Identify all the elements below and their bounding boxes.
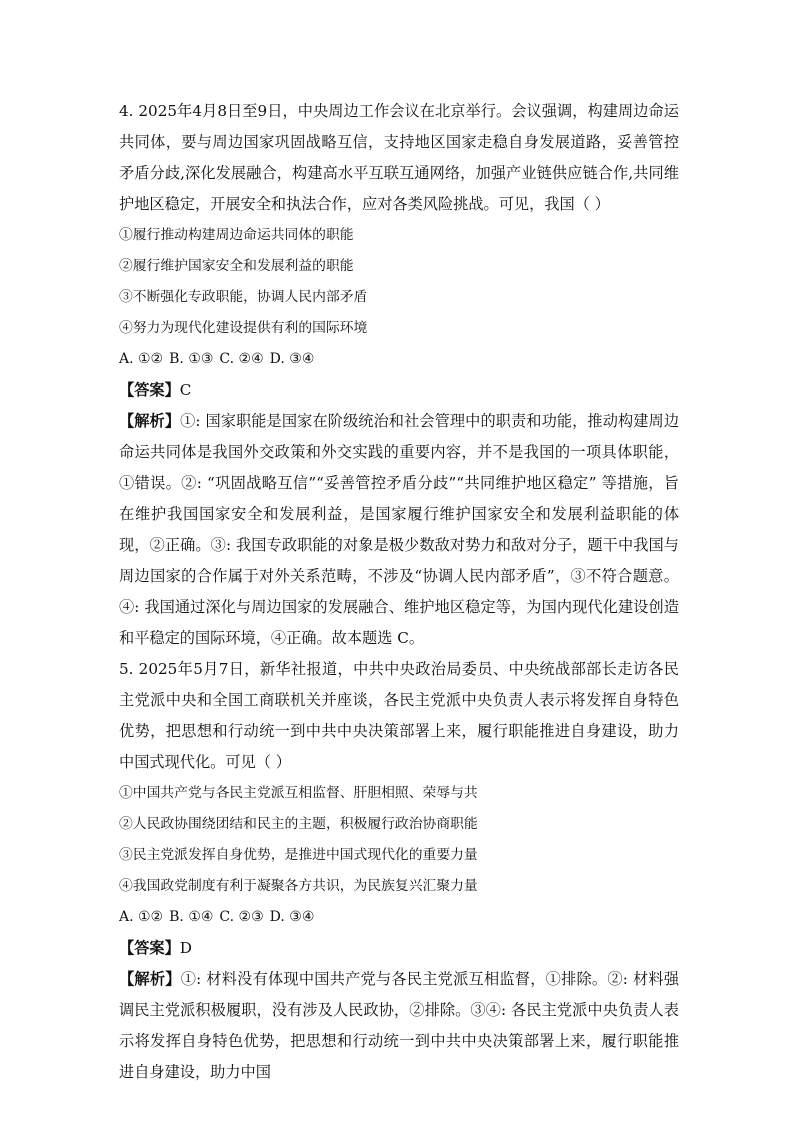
- question-4-option-4: ④努力为现代化建设提供有利的国际环境: [119, 320, 368, 336]
- question-5-answer: [119, 933, 679, 964]
- question-5-option-4: ④我国政党制度有利于凝聚各方共识，为民族复兴汇聚力量: [119, 878, 478, 894]
- answer-value: D: [179, 939, 192, 957]
- analysis-tag: 【解析】: [119, 412, 181, 430]
- choice-a: A. ①②: [119, 351, 164, 367]
- question-5-option-2: ②人民政协围绕团结和民主的主题，积极履行政治协商职能: [119, 816, 478, 832]
- question-4-answer: [119, 375, 679, 406]
- choice-a: A. ①②: [119, 909, 164, 925]
- question-4-option-1: ①履行推动构建周边命运共同体的职能: [119, 227, 354, 243]
- analysis-tag: 【解析】: [119, 970, 181, 988]
- choice-d: D. ③④: [269, 909, 315, 925]
- choice-c: C. ②③: [219, 909, 264, 925]
- question-5-option-1: ①中国共产党与各民主党派互相监督、肝胆相照、荣辱与共: [119, 785, 478, 801]
- answer-tag: 【答案】: [119, 939, 180, 957]
- question-5-analysis: [119, 964, 679, 1088]
- question-5-option-3: ③民主党派发挥自身优势，是推进中国式现代化的重要力量: [119, 847, 478, 863]
- choice-d: D. ③④: [269, 351, 315, 367]
- choice-c: C. ②④: [219, 351, 264, 367]
- question-5-choices: [119, 902, 679, 933]
- answer-value: C: [179, 381, 192, 399]
- question-5-stem: 5. 2025年5月7日，新华社报道，中共中央政治局委员、中央统战部部长走访各民主党派中央和全国工商联机关并座谈，各民主党派中央负责人表示将发挥自身特色优势，把思想和行动统一到中共中央决策部署上来，履行职能推进自身建设，助力中国式现代化。可见（ ）: [119, 660, 679, 771]
- question-4-stem: 4. 2025年4月8日至9日，中央周边工作会议在北京举行。会议强调，构建周边命运共同体，要与周边国家巩固战略互信，支持地区国家走稳自身发展道路，妥善管控矛盾分歧,深化发展融合，构建高水平互联互通网络，加强产业链供应链合作,共同维护地区稳定，开展安全和执法合作，应对各类风险挑战。可见，我国（ ）: [119, 102, 679, 213]
- question-4-option-2: ②履行维护国家安全和发展利益的职能: [119, 258, 354, 274]
- analysis-text: ①: 国家职能是国家在阶级统治和社会管理中的职责和功能，推动构建周边命运共同体是我国外交政策和外交实践的重要内容，并不是我国的一项具体职能，①错误。②: “巩固战略互信”“妥善管控矛盾分歧”“共同维护地区稳定” 等措施，旨在维护我国国家安全和发展利益，是国家履行维护国家安全和发展利益职能的体现，②正确。③: 我国专政职能的对象是极少数敌对势力和敌对分子，题干中我国与周边国家的合作属于对外关系范畴，不涉及“协调人民内部矛盾”，③不符合题意。④: 我国通过深化与周边国家的发展融合、维护地区稳定等，为国内现代化建设创造和平稳定的国际环境，④正确。故本题选 C。: [119, 412, 680, 647]
- analysis-text: ①: 材料没有体现中国共产党与各民主党派互相监督，①排除。②: 材料强调民主党派积极履职，没有涉及人民政协，②排除。③④: 各民主党派中央负责人表示将发挥自身特色优势，把思想和行动统一到中共中央决策部署上来，履行职能推进自身建设，助力中国: [119, 970, 680, 1081]
- answer-tag: 【答案】: [119, 381, 180, 399]
- choice-b: B. ①③: [169, 351, 214, 367]
- question-4-option-3: ③不断强化专政职能，协调人民内部矛盾: [119, 289, 368, 305]
- document-page: [119, 96, 679, 1088]
- choice-b: B. ①④: [169, 909, 214, 925]
- question-4-choices: [119, 344, 679, 375]
- question-4-analysis: [119, 406, 679, 654]
